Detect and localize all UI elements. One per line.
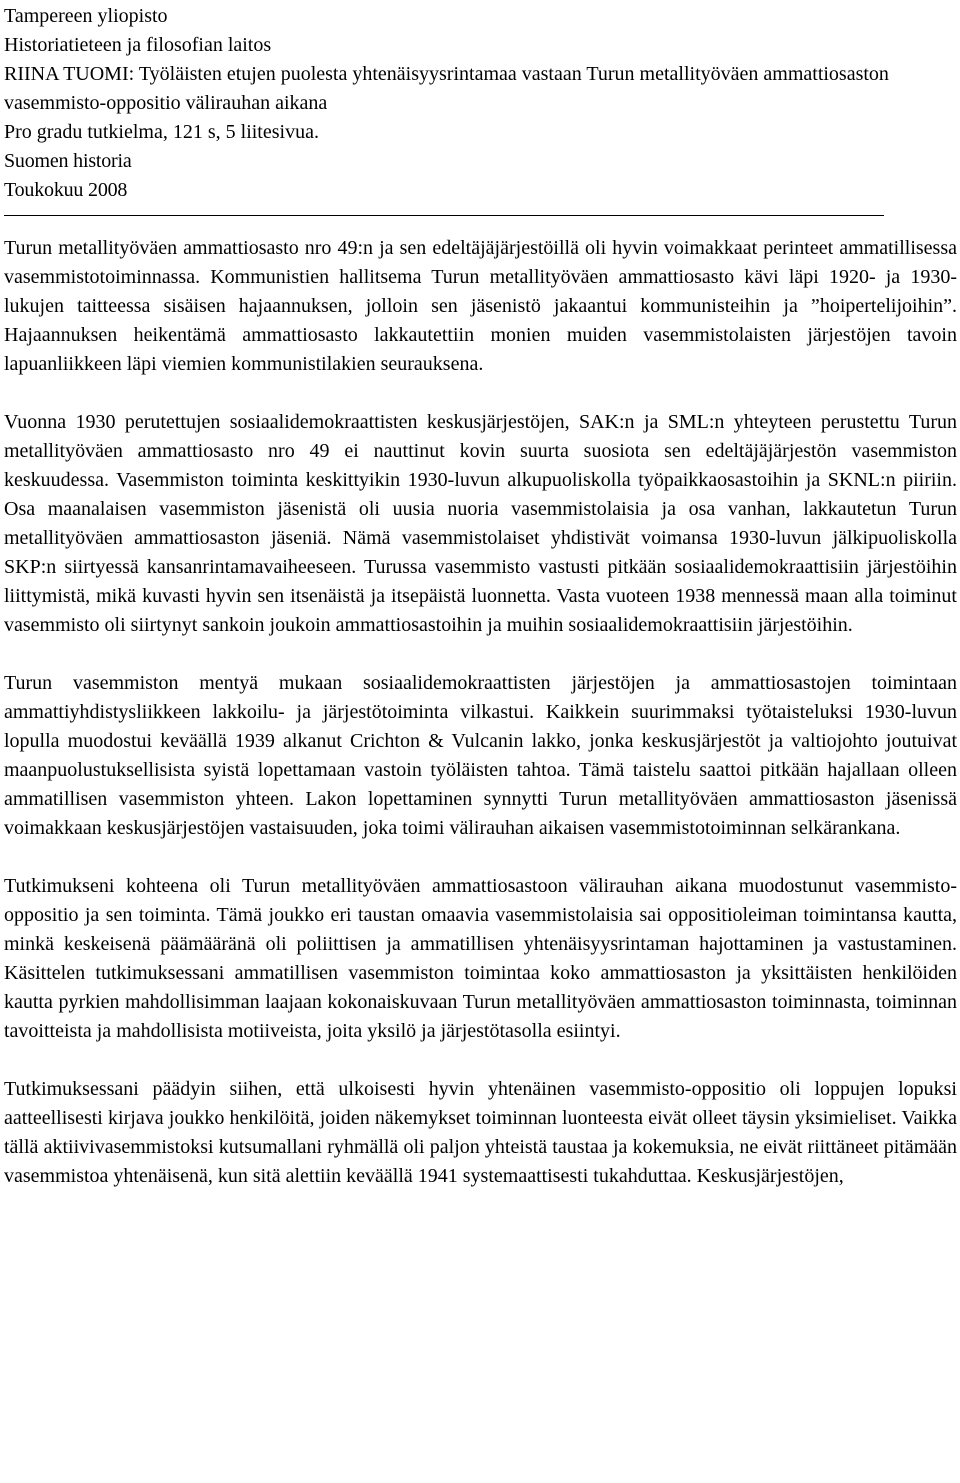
header-divider xyxy=(4,215,884,216)
thesis-type: Pro gradu tutkielma, 121 s, 5 liitesivua. xyxy=(4,121,319,143)
university-name: Tampereen yliopisto xyxy=(4,5,168,27)
abstract-body xyxy=(4,234,957,1191)
abstract-paragraph-2: Vuonna 1930 perutettujen sosiaalidemokraattisten keskusjärjestöjen, SAK:n ja SML:n yhteyteen perustettu Turun metallityöväen ammattiosasto nro 49 ei nauttinut kovin suurta suosiota sen edeltäjäjärjestön vasemmiston keskuudessa. Vasemmiston toiminta keskittyikin 1930-luvun alkupuoliskolla työpaikkaosastoihin ja SKNL:n piiriin. Osa maanalaisen vasemmiston jäsenistä oli uusia nuoria vasemmistolaisia ja osa vanhan, lakkautetun Turun metallityöväen ammattiosaston jäseniä. Nämä vasemmistolaiset yhdistivät voimansa 1930-luvun jälkipuoliskolla SKP:n siirtyessä kansanrintamavaiheeseen. Turussa vasemmisto vastusti pitkään sosiaalidemokraattisiin järjestöihin liittymistä, mikä kuvasti hyvin sen itsenäistä ja itsepäistä luonnetta. Vasta vuoteen 1938 mennessä maan alla toiminut vasemmisto oli siirtynyt sankoin joukoin ammattiosastoihin ja muihin sosiaalidemokraattisiin järjestöihin. xyxy=(4,411,957,636)
department-name: Historiatieteen ja filosofian laitos xyxy=(4,34,272,56)
abstract-paragraph-5: Tutkimuksessani päädyin siihen, että ulkoisesti hyvin yhtenäinen vasemmisto-oppositio oli loppujen lopuksi aatteellisesti kirjava joukko henkilöitä, joiden näkemykset toiminnan luonteesta eivät olleet täysin yksimieliset. Vaikka tällä aktiivivasemmistoksi kutsumallani ryhmällä oli paljon yhteistä taustaa ja kokemuksia, ne eivät riittäneet pitämään vasemmistoa yhtenäisenä, kun sitä alettiin keväällä 1941 systemaattisesti tukahduttaa. Keskusjärjestöjen, xyxy=(4,1078,957,1187)
document-page xyxy=(4,2,957,1191)
abstract-paragraph-4: Tutkimukseni kohteena oli Turun metallityöväen ammattiosastoon välirauhan aikana muodostunut vasemmisto-oppositio ja sen toiminta. Tämä joukko eri taustan omaavia vasemmistolaisia sai oppositioleiman toimintansa kautta, minkä keskeisenä päämääränä oli poliittisen ja ammatillisen yhtenäisyysrintaman hajottaminen ja vastustaminen. Käsittelen tutkimuksessani ammatillisen vasemmiston toimintaa koko ammattiosaston ja yksittäisten henkilöiden kautta pyrkien mahdollisimman laajaan kokonaiskuvaan Turun metallityöväen ammattiosaston toiminnasta, toiminnan tavoitteista ja mahdollisista motiiveista, joita yksilö ja järjestötasolla esiintyi. xyxy=(4,875,957,1042)
abstract-paragraph-1: Turun metallityöväen ammattiosasto nro 49:n ja sen edeltäjäjärjestöillä oli hyvin voimakkaat perinteet ammatillisessa vasemmistotoiminnassa. Kommunistien hallitsema Turun metallityöväen ammattiosasto kävi läpi 1920- ja 1930-lukujen taitteessa sisäisen hajaannuksen, jolloin sen jäsenistö jakaantui kommunisteihin ja ”hoipertelijoihin”. Hajaannuksen heikentämä ammattiosasto lakkautettiin monien muiden vasemmistolaisten järjestöjen tavoin lapuanliikkeen läpi viemien kommunistilakien seurauksena. xyxy=(4,237,957,375)
abstract-paragraph-3: Turun vasemmiston mentyä mukaan sosiaalidemokraattisten järjestöjen ja ammattiosastojen toimintaan ammattiyhdistysliikkeen lakkoilu- ja järjestötoiminta vilkastui. Kaikkein suurimmaksi työtaisteluksi 1930-luvun lopulla muodostui keväällä 1939 alkanut Crichton & Vulcanin lakko, jonka keskusjärjestöt ja valtiojohto joutuivat maanpuolustuksellisista syistä lopettamaan vastoin työläisten tahtoa. Tämä taistelu saattoi pitkään hajallaan olleen ammatillisen vasemmiston yhteen. Lakon lopettaminen synnytti Turun metallityöväen ammattiosaston jäsenissä voimakkaan keskusjärjestöjen vastaisuuden, joka toimi välirauhan aikaisen vasemmistotoiminnan selkärankana. xyxy=(4,672,957,839)
thesis-header xyxy=(4,2,957,205)
thesis-author-title: RIINA TUOMI: Työläisten etujen puolesta yhtenäisyysrintamaa vastaan Turun metallityöväen ammattiosaston vasemmisto-oppositio välirauhan aikana xyxy=(4,63,889,114)
subject-name: Suomen historia xyxy=(4,150,132,172)
thesis-date: Toukokuu 2008 xyxy=(4,179,128,201)
